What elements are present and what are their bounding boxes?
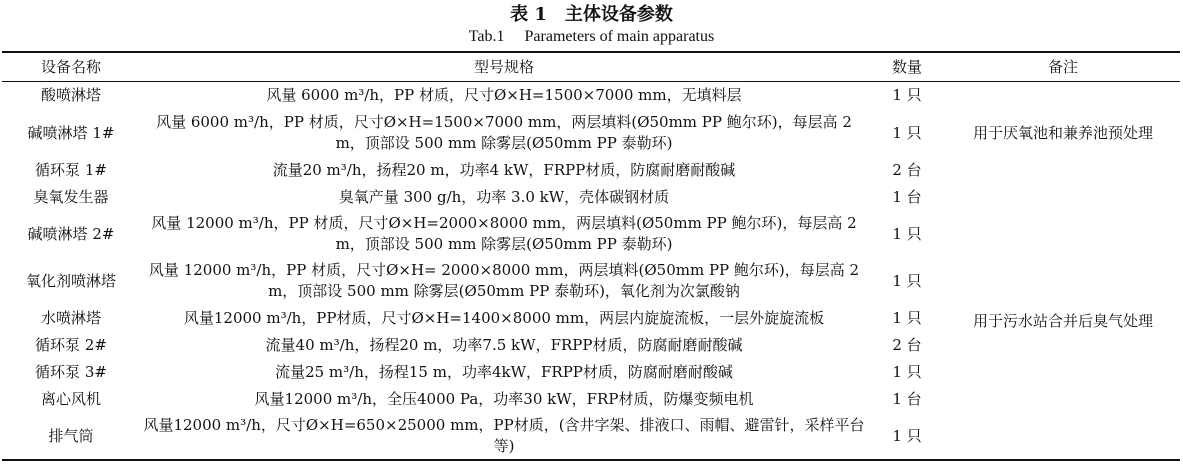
table-row: [2, 184, 1180, 211]
equipment-name: 排气筒: [48, 426, 94, 445]
equipment-name: 循环泵 1#: [35, 161, 107, 179]
equipment-name: 臭氧发生器: [33, 188, 109, 206]
equipment-spec: 风量12000 m³/h，尺寸Ø×H=650×25000 mm，PP材质，(含井字架、排液口、雨帽、避雷针，采样平台等): [143, 415, 865, 455]
table-caption-chinese: 表 1 主体设备参数: [510, 4, 673, 25]
equipment-quantity: 1 只: [892, 225, 922, 243]
equipment-spec: 风量 6000 m³/h，PP 材质，尺寸Ø×H=1500×7000 mm，两层填料(Ø50mm PP 鲍尔环)，每层高 2 m，顶部设 500 mm 除雾层(Ø50mm PP 泰勒环): [156, 112, 852, 152]
equipment-quantity: 1 只: [892, 123, 922, 142]
equipment-name: 水喷淋塔: [40, 309, 101, 327]
equipment-spec: 流量20 m³/h，扬程20 m，功率4 kW，FRPP材质，防腐耐磨耐酸碱: [272, 160, 736, 179]
equipment-name: 酸喷淋塔: [40, 86, 101, 105]
equipment-spec: 风量12000 m³/h，PP材质，尺寸Ø×H=1400×8000 mm，两层内旋旋流板，一层外旋旋流板: [183, 308, 825, 327]
equipment-quantity: 2 台: [892, 336, 922, 354]
header-quantity: 数量: [891, 58, 922, 76]
equipment-name: 循环泵 3#: [35, 363, 107, 381]
equipment-name: 氧化剂喷淋塔: [25, 272, 116, 290]
header-remarks: 备注: [1047, 58, 1078, 76]
equipment-spec: 风量 12000 m³/h，PP 材质，尺寸Ø×H=2000×8000 mm，两层填料(Ø50mm PP 鲍尔环)，每层高 2 m，顶部设 500 mm 除雾层(Ø50mm PP 泰勒环): [151, 214, 857, 253]
equipment-spec: 流量40 m³/h，扬程20 m，功率7.5 kW，FRPP材质，防腐耐磨耐酸碱: [265, 335, 743, 354]
equipment-quantity: 1 台: [892, 390, 922, 408]
remark-merged-odor-treatment: 用于污水站合并后臭气处理: [972, 312, 1153, 330]
equipment-spec: 流量25 m³/h，扬程15 m，功率4kW，FRPP材质，防腐耐磨耐酸碱: [275, 362, 733, 381]
table-header-row: [2, 52, 1180, 82]
equipment-spec: 风量 12000 m³/h，PP 材质，尺寸Ø×H= 2000×8000 mm，两层填料(Ø50mm PP 鲍尔环)，每层高 2 m，顶部设 500 mm 除雾层(Ø50mm PP 泰勒环)，氧化剂为次氯酸钠: [148, 261, 860, 300]
equipment-quantity: 1 台: [892, 188, 922, 206]
equipment-spec: 臭氧产量 300 g/h，功率 3.0 kW，壳体碳钢材质: [338, 187, 670, 206]
table-row: [2, 82, 1180, 109]
equipment-name: 碱喷淋塔 1#: [27, 123, 115, 142]
equipment-name: 离心风机: [40, 390, 101, 408]
equipment-spec: 风量 6000 m³/h，PP 材质，尺寸Ø×H=1500×7000 mm，无填料层: [266, 85, 742, 104]
equipment-quantity: 2 台: [892, 161, 922, 179]
equipment-quantity: 1 只: [892, 272, 922, 290]
equipment-quantity: 1 只: [892, 363, 922, 381]
equipment-name: 碱喷淋塔 2#: [27, 225, 115, 243]
remark-pretreatment: 用于厌氧池和兼养池预处理: [972, 123, 1153, 142]
equipment-quantity: 1 只: [892, 426, 922, 445]
header-equipment-name: 设备名称: [40, 58, 101, 76]
equipment-name: 循环泵 2#: [35, 336, 107, 354]
equipment-quantity: 1 只: [892, 309, 922, 327]
equipment-parameters-table: [2, 51, 1180, 461]
equipment-spec: 风量12000 m³/h，全压4000 Pa，功率30 kW，FRP材质，防爆变频电机: [254, 389, 754, 408]
header-model-spec: 型号规格: [473, 58, 534, 76]
table-caption-english: Tab.1 Parameters of main apparatus: [468, 28, 715, 45]
equipment-quantity: 1 只: [892, 86, 922, 105]
